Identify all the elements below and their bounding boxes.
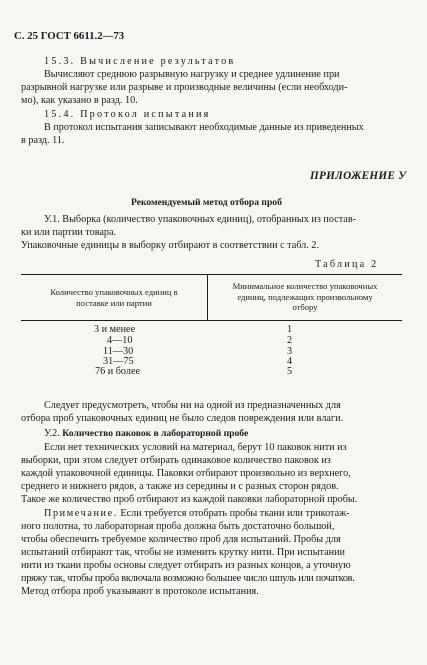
- y2-line: Такое же количество проб отбирают из каждой паковки лабораторной пробы.: [21, 494, 358, 505]
- appendix-title: Рекомендуемый метод отбора проб: [131, 197, 282, 208]
- appendix-label: ПРИЛОЖЕНИЕ У: [310, 170, 407, 182]
- section-15-4-line: в разд. 11.: [21, 135, 65, 146]
- after-table-line: Следует предусмотреть, чтобы ни на одной из предназначенных для: [44, 400, 341, 411]
- section-15-3-heading: 15.3. Вычисление результатов: [44, 56, 236, 67]
- note-line: Метод отбора проб указывают в протоколе испытания.: [21, 586, 259, 597]
- table-cell-min: 3: [287, 346, 293, 357]
- table-header-text: единиц, подлежащих произвольному: [237, 291, 373, 302]
- y2-line: Если нет технических условий на материал, берут 10 паковок нити из: [44, 442, 347, 453]
- table-cell-lot: 3 и менее: [94, 324, 136, 335]
- table-cell-lot: 4—10: [107, 335, 133, 346]
- y1-line: ки или партии товара.: [21, 227, 117, 238]
- y2-line: выборки, при этом следует отбирать одинаковое количество паковок из: [21, 455, 331, 466]
- y2-heading: [44, 428, 248, 440]
- y1-line: У.1. Выборка (количество упаковочных единиц), отобранных из постав-: [44, 214, 357, 225]
- note-line: ного полотна, то лабораторная проба должна быть достаточно большой,: [21, 521, 335, 532]
- after-table-line: отбора проб упаковочных единиц не было следов повреждения или влаги.: [21, 413, 344, 424]
- table-cell-lot: 76 и более: [95, 366, 141, 377]
- table-cell-lot: 11—30: [103, 346, 134, 357]
- table-top-rule: [21, 274, 402, 275]
- table-label: Таблица 2: [315, 259, 379, 270]
- note-text: Если требуется отобрать пробы ткани или трикотаж-: [120, 508, 350, 519]
- section-15-4-heading: 15.4. Протокол испытания: [44, 109, 211, 120]
- page-header: С. 25 ГОСТ 6611.2—73: [14, 30, 125, 42]
- table-cell-min: 1: [287, 324, 293, 335]
- note-line: чтобы обеспечить требуемое количество проб для испытаний. Пробы для: [21, 534, 341, 545]
- table-header-text: Минимальное количество упаковочных: [232, 281, 378, 291]
- y2-line: каждой упаковочной единицы. Паковки отбирают произвольно из верхнего,: [21, 468, 351, 479]
- table-header-text: поставке или партии: [76, 297, 152, 308]
- table-cell-min: 5: [287, 366, 293, 377]
- y1-line: Упаковочные единицы в выборку отбирают в соответствии с табл. 2.: [21, 240, 319, 251]
- y2-heading-number: У.2.: [44, 428, 60, 439]
- note-label: Примечание.: [44, 508, 118, 519]
- table-header-lot-size: [21, 287, 207, 308]
- section-15-3-line: разрывной нагрузке или разрыве и производные величины (если необходи-: [21, 82, 348, 93]
- table-cell-min: 4: [287, 356, 293, 367]
- note-line: пряжу так, чтобы проба включала возможно большее число шпуль или початков.: [21, 573, 355, 584]
- note-line: нити из ткани пробы основы следует отбирать из разных концов, а уточную: [21, 560, 351, 571]
- table-cell-lot: 31—75: [103, 356, 134, 367]
- section-15-4-line: В протокол испытания записывают необходимые данные из приведенных: [44, 122, 364, 133]
- table-header-text: Количество упаковочных единиц в: [50, 287, 178, 297]
- y2-line: среднего и нижнего рядов, а также из середины и с разных сторон рядов.: [21, 481, 339, 492]
- y2-heading-title: Количество паковок в лабораторной пробе: [62, 428, 249, 439]
- section-15-3-line: мо), как указано в разд. 10.: [21, 95, 138, 106]
- note-line: испытаний отбирают так, чтобы не изменить крутку нити. При испытании: [21, 547, 346, 558]
- table-header-text: отбору: [292, 302, 318, 312]
- table-cell-min: 2: [287, 335, 293, 346]
- note-first-line: [44, 508, 350, 520]
- table-header-rule: [21, 320, 402, 321]
- table-header-min-sample: [208, 281, 402, 313]
- section-15-3-line: Вычисляют среднюю разрывную нагрузку и среднее удлинение при: [44, 69, 340, 80]
